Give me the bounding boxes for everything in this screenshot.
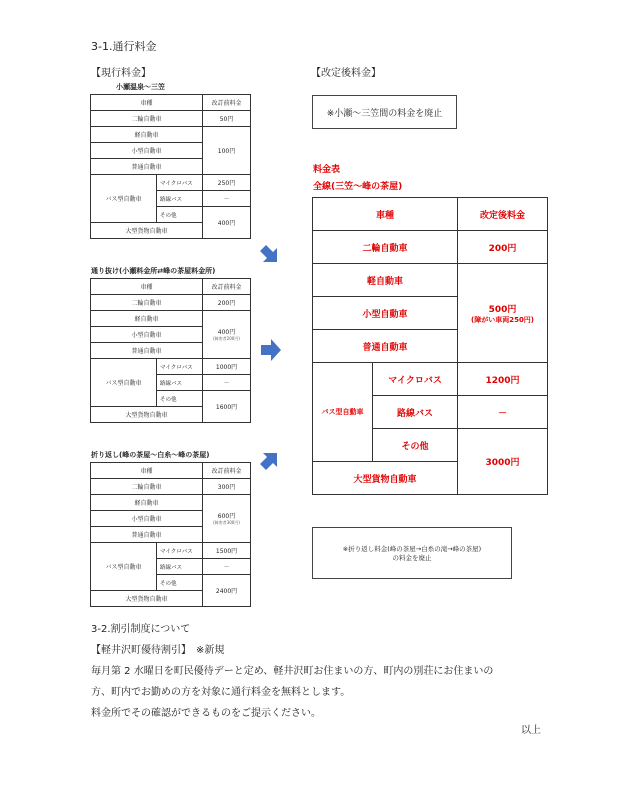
current-fee-table-through <box>90 278 251 423</box>
row-ogata: 大型貨物自動車 <box>91 223 203 239</box>
header-vehicle-type: 車種 <box>313 198 458 231</box>
fee-kei-kogata-futsu <box>203 311 251 359</box>
header-fee: 改訂前料金 <box>203 279 251 295</box>
row-kogata: 小型自動車 <box>91 143 203 159</box>
fee-note: (障害者200円) <box>213 336 240 341</box>
fee-sonota-ogata: 400円 <box>203 207 251 239</box>
row-futsu: 普通自動車 <box>91 527 203 543</box>
fee-kei-kogata-futsu <box>203 495 251 543</box>
row-nirin: 二輪自動車 <box>91 111 203 127</box>
section-heading-discount: 3-2.割引制度について <box>91 624 191 635</box>
fee-micro: 250円 <box>203 175 251 191</box>
current-fee-table-return <box>90 462 251 607</box>
row-rosen: 路線バス <box>157 559 203 575</box>
discount-text-line2: 方、町内でお勤めの方を対象に通行料金を無料とします。 <box>91 687 351 698</box>
fee-value: 400円 <box>217 329 236 336</box>
row-sonota: その他 <box>157 575 203 591</box>
header-fee: 改訂前料金 <box>203 95 251 111</box>
fee-rosen: － <box>203 375 251 391</box>
discount-text-line3: 料金所でその確認ができるものをご提示ください。 <box>91 708 321 719</box>
row-micro: マイクロバス <box>157 175 203 191</box>
fee-kei-kogata-futsu: 100円 <box>203 127 251 175</box>
fee-sonota-ogata: 1600円 <box>203 391 251 423</box>
fee-sonota-ogata: 3000円 <box>458 429 548 495</box>
abolish-kose-mikasa-note <box>312 95 457 129</box>
fee-sonota-ogata: 2400円 <box>203 575 251 607</box>
abolish-note-line1: ※折り返し料金(峰の茶屋→白糸の滝→峰の茶屋) <box>342 545 482 553</box>
fee-value: 600円 <box>217 513 236 520</box>
row-bus: バス型自動車 <box>91 359 157 407</box>
arrow-right-icon <box>260 339 282 361</box>
fee-nirin: 200円 <box>458 231 548 264</box>
row-rosen: 路線バス <box>157 191 203 207</box>
row-micro: マイクロバス <box>373 363 458 396</box>
row-futsu: 普通自動車 <box>313 330 458 363</box>
row-ogata: 大型貨物自動車 <box>91 407 203 423</box>
row-sonota: その他 <box>157 207 203 223</box>
fee-micro: 1500円 <box>203 543 251 559</box>
row-kogata: 小型自動車 <box>91 327 203 343</box>
row-ogata: 大型貨物自動車 <box>313 462 458 495</box>
arrow-down-right-icon <box>258 243 280 265</box>
fee-rosen: － <box>458 396 548 429</box>
row-futsu: 普通自動車 <box>91 159 203 175</box>
row-kei: 軽自動車 <box>91 495 203 511</box>
row-nirin: 二輪自動車 <box>91 295 203 311</box>
row-kogata: 小型自動車 <box>313 297 458 330</box>
header-vehicle-type: 車種 <box>91 279 203 295</box>
fee-rosen: － <box>203 191 251 207</box>
discount-subheading: 【軽井沢町優待割引】 ※新規 <box>91 645 225 656</box>
fee-kei-kogata-futsu <box>458 264 548 363</box>
header-vehicle-type: 車種 <box>91 95 203 111</box>
fee-note: (障害者300円) <box>213 520 240 525</box>
row-bus: バス型自動車 <box>313 363 373 462</box>
current-fee-table-kose-mikasa <box>90 94 251 239</box>
row-sonota: その他 <box>157 391 203 407</box>
abolish-note-line2: の料金を廃止 <box>392 554 432 562</box>
current-fees-label: 【現行料金】 <box>91 68 151 79</box>
fee-nirin: 200円 <box>203 295 251 311</box>
row-ogata: 大型貨物自動車 <box>91 591 203 607</box>
fee-value: 500円 <box>488 304 517 315</box>
arrow-up-right-icon <box>258 450 280 472</box>
row-sonota: その他 <box>373 429 458 462</box>
row-micro: マイクロバス <box>157 359 203 375</box>
row-rosen: 路線バス <box>373 396 458 429</box>
fee-note: (障がい車両250円) <box>471 315 535 324</box>
header-vehicle-type: 車種 <box>91 463 203 479</box>
table-title-return: 折り返し(峰の茶屋～白糸～峰の茶屋) <box>91 451 210 459</box>
section-heading-tolls: 3-1.通行料金 <box>91 40 157 53</box>
header-fee: 改定後料金 <box>458 198 548 231</box>
revised-fees-label: 【改定後料金】 <box>311 68 381 79</box>
row-kei: 軽自動車 <box>91 311 203 327</box>
abolish-return-note <box>312 527 512 579</box>
fee-micro: 1000円 <box>203 359 251 375</box>
row-kei: 軽自動車 <box>91 127 203 143</box>
table-title-kose-mikasa: 小瀬温泉～三笠 <box>116 83 165 91</box>
discount-text-line1: 毎月第 2 水曜日を町民優待デーと定め、軽井沢町お住まいの方、町内の別荘にお住まいの <box>91 666 494 677</box>
row-futsu: 普通自動車 <box>91 343 203 359</box>
row-nirin: 二輪自動車 <box>91 479 203 495</box>
fee-micro: 1200円 <box>458 363 548 396</box>
row-nirin: 二輪自動車 <box>313 231 458 264</box>
row-bus: バス型自動車 <box>91 175 157 223</box>
revised-table-caption: 料金表 <box>313 165 341 175</box>
row-kei: 軽自動車 <box>313 264 458 297</box>
row-micro: マイクロバス <box>157 543 203 559</box>
row-rosen: 路線バス <box>157 375 203 391</box>
revised-table-subcaption: 全線(三笠～峰の茶屋) <box>313 182 403 192</box>
fee-nirin: 50円 <box>203 111 251 127</box>
fee-nirin: 300円 <box>203 479 251 495</box>
header-fee: 改訂前料金 <box>203 463 251 479</box>
fee-rosen: － <box>203 559 251 575</box>
closing-text: 以上 <box>521 725 541 736</box>
revised-fee-table <box>312 197 548 495</box>
table-title-through: 通り抜け(小瀬料金所⇄峰の茶屋料金所) <box>91 267 216 275</box>
abolish-note-text: ※小瀬～三笠間の料金を廃止 <box>326 108 443 119</box>
row-bus: バス型自動車 <box>91 543 157 591</box>
row-kogata: 小型自動車 <box>91 511 203 527</box>
